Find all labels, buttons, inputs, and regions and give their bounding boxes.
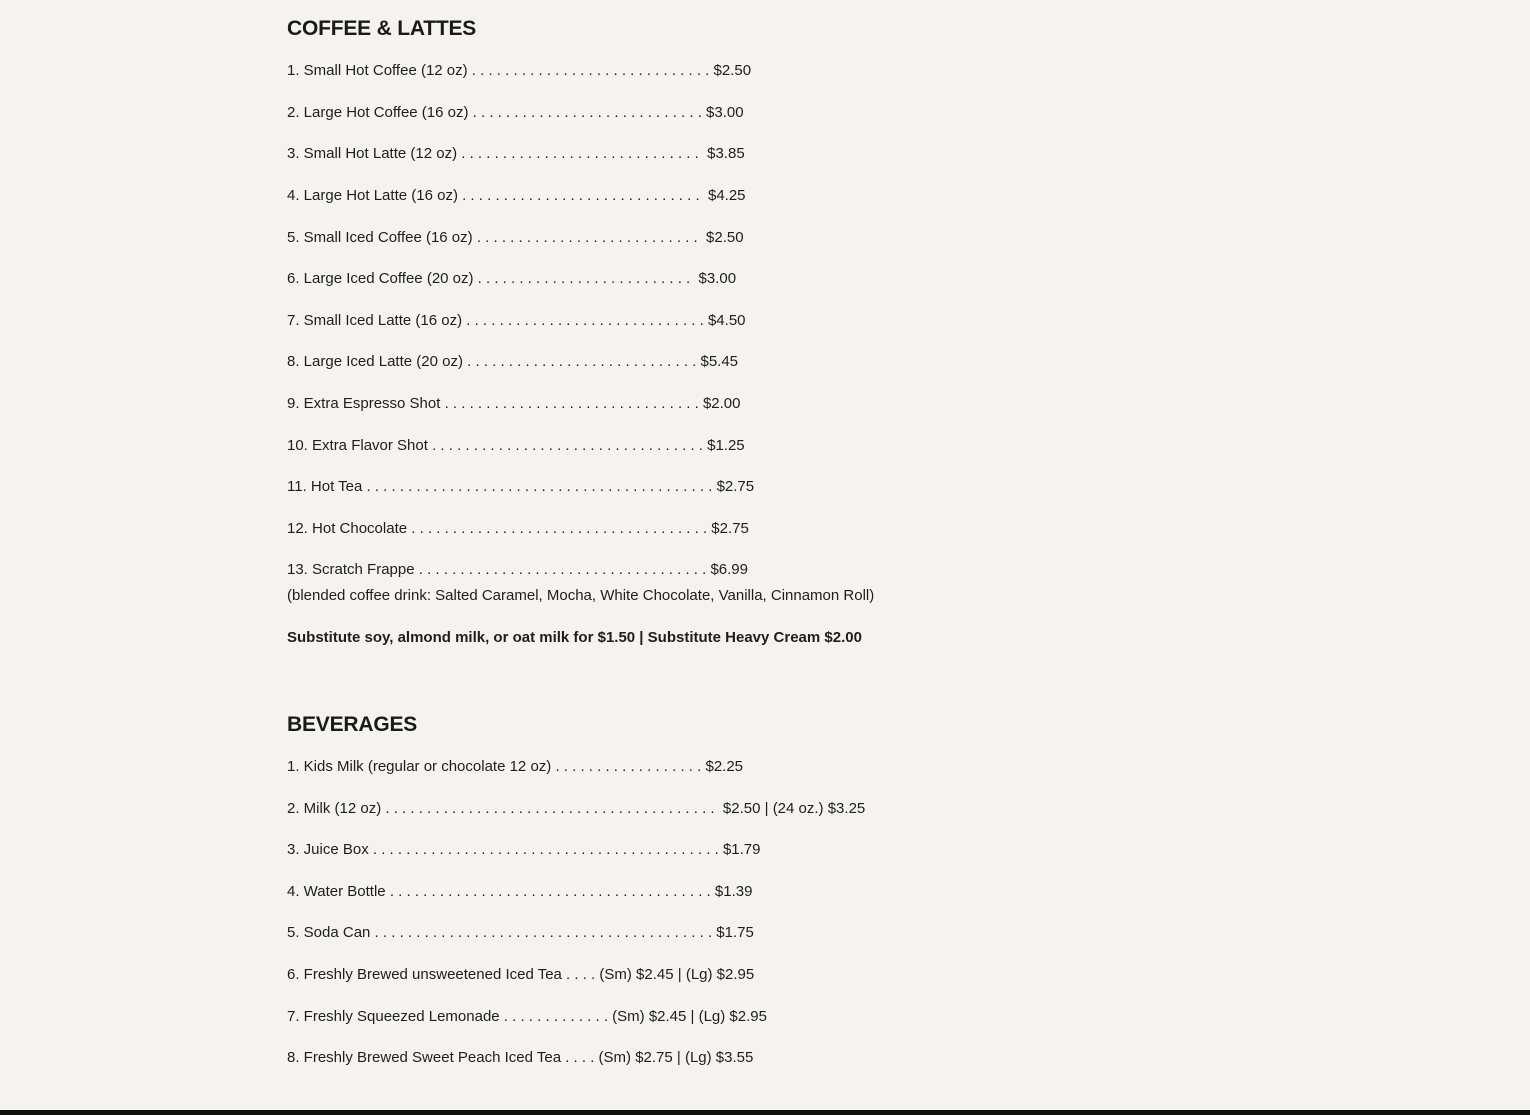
- menu-item-frappe-note: (blended coffee drink: Salted Caramel, Mocha, White Chocolate, Vanilla, Cinnamon Roll): [287, 587, 875, 604]
- section-title-beverages: BEVERAGES: [287, 713, 418, 736]
- menu-item-unsweetened-iced-tea: 6. Freshly Brewed unsweetened Iced Tea . . . . (Sm) $2.45 | (Lg) $2.95: [287, 966, 755, 983]
- footer-divider: [0, 1110, 1530, 1115]
- menu-item-small-iced-coffee: 5. Small Iced Coffee (16 oz) . . . . . . . . . . . . . . . . . . . . . . . . . . . $2.50: [287, 229, 744, 246]
- menu-item-milk: 2. Milk (12 oz) . . . . . . . . . . . . . . . . . . . . . . . . . . . . . . . . . . . . . . . . $2.50 | (24 oz.) $3.25: [287, 800, 866, 817]
- menu-item-kids-milk: 1. Kids Milk (regular or chocolate 12 oz) . . . . . . . . . . . . . . . . . . $2.25: [287, 758, 744, 775]
- menu-item-small-hot-coffee: 1. Small Hot Coffee (12 oz) . . . . . . . . . . . . . . . . . . . . . . . . . . . . . $2.50: [287, 62, 752, 79]
- menu-item-water-bottle: 4. Water Bottle . . . . . . . . . . . . . . . . . . . . . . . . . . . . . . . . . . . . . . . $1.39: [287, 883, 753, 900]
- menu-item-large-hot-latte: 4. Large Hot Latte (16 oz) . . . . . . . . . . . . . . . . . . . . . . . . . . . . . $4.25: [287, 187, 746, 204]
- menu-item-sweet-peach-iced-tea: 8. Freshly Brewed Sweet Peach Iced Tea . . . . (Sm) $2.75 | (Lg) $3.55: [287, 1049, 754, 1066]
- menu-item-small-iced-latte: 7. Small Iced Latte (16 oz) . . . . . . . . . . . . . . . . . . . . . . . . . . . . . $4.50: [287, 312, 746, 329]
- menu-item-scratch-frappe: 13. Scratch Frappe . . . . . . . . . . . . . . . . . . . . . . . . . . . . . . . . . . . $6.99: [287, 561, 748, 578]
- menu-item-small-hot-latte: 3. Small Hot Latte (12 oz) . . . . . . . . . . . . . . . . . . . . . . . . . . . . . $3.85: [287, 145, 745, 162]
- menu-item-large-iced-coffee: 6. Large Iced Coffee (20 oz) . . . . . . . . . . . . . . . . . . . . . . . . . . $3.00: [287, 270, 737, 287]
- menu-item-lemonade: 7. Freshly Squeezed Lemonade . . . . . . . . . . . . . (Sm) $2.45 | (Lg) $2.95: [287, 1008, 767, 1025]
- menu-item-hot-tea: 11. Hot Tea . . . . . . . . . . . . . . . . . . . . . . . . . . . . . . . . . . . . . . . . . . $2.75: [287, 478, 755, 495]
- menu-item-extra-flavor-shot: 10. Extra Flavor Shot . . . . . . . . . . . . . . . . . . . . . . . . . . . . . . . . . $1.25: [287, 437, 745, 454]
- substitutions-note: Substitute soy, almond milk, or oat milk for $1.50 | Substitute Heavy Cream $2.00: [287, 629, 862, 646]
- menu-item-large-hot-coffee: 2. Large Hot Coffee (16 oz) . . . . . . . . . . . . . . . . . . . . . . . . . . . . $3.00: [287, 104, 744, 121]
- menu-item-extra-espresso-shot: 9. Extra Espresso Shot . . . . . . . . . . . . . . . . . . . . . . . . . . . . . . . $2.00: [287, 395, 741, 412]
- menu-item-juice-box: 3. Juice Box . . . . . . . . . . . . . . . . . . . . . . . . . . . . . . . . . . . . . . . . . . $1.79: [287, 841, 761, 858]
- menu-item-large-iced-latte: 8. Large Iced Latte (20 oz) . . . . . . . . . . . . . . . . . . . . . . . . . . . . $5.45: [287, 353, 739, 370]
- menu-item-hot-chocolate: 12. Hot Chocolate . . . . . . . . . . . . . . . . . . . . . . . . . . . . . . . . . . . . $2.75: [287, 520, 749, 537]
- menu-item-soda-can: 5. Soda Can . . . . . . . . . . . . . . . . . . . . . . . . . . . . . . . . . . . . . . . . . $1.75: [287, 924, 754, 941]
- section-title-coffee-lattes: COFFEE & LATTES: [287, 17, 477, 40]
